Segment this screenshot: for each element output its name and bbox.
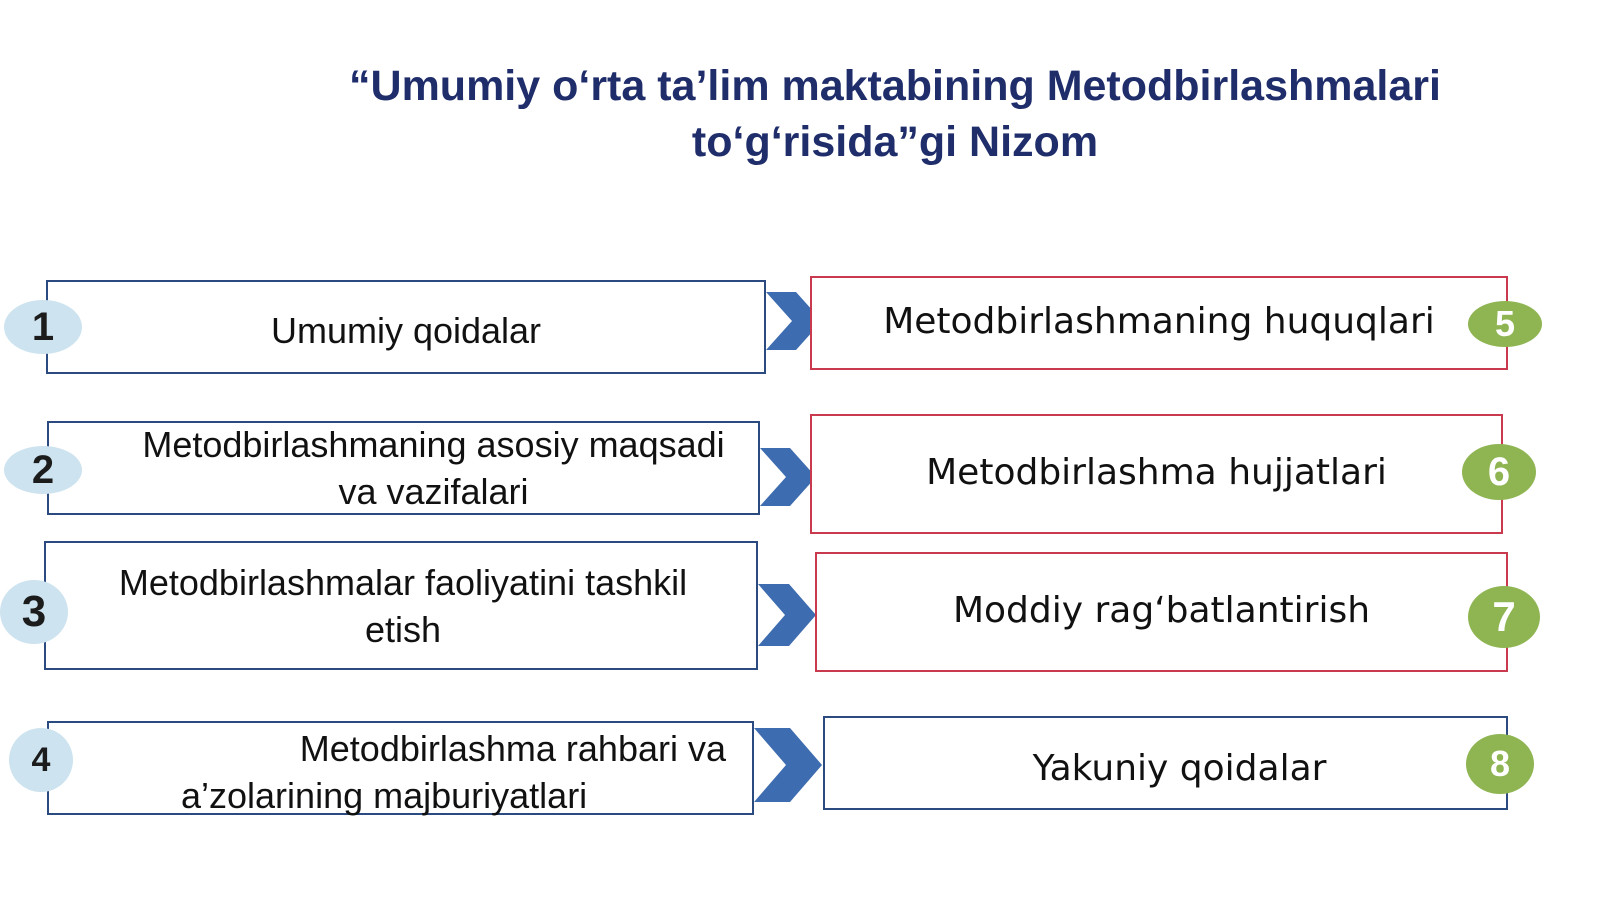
section-label-3-line-1: Metodbirlashmalar faoliyatini tashkil: [118, 561, 688, 603]
section-label-1: Umumiy qoidalar: [270, 309, 542, 351]
section-box-6: [810, 414, 1503, 534]
section-label-3-line-2: etish: [364, 608, 442, 650]
section-label-6: Metodbirlashma hujjatlari: [926, 451, 1387, 493]
section-number-badge-3: 3: [0, 580, 68, 644]
section-label-8: Yakuniy qoidalar: [1032, 747, 1327, 789]
section-number-badge-1: 1: [4, 300, 82, 354]
section-label-4-line-1: Metodbirlashma rahbari va: [299, 728, 726, 769]
section-label-5: Metodbirlashmaning huquqlari: [883, 300, 1435, 342]
section-box-8: [823, 716, 1508, 810]
section-number-badge-8: 8: [1466, 734, 1534, 794]
section-box-3: [44, 541, 758, 670]
section-box-1: [46, 280, 766, 374]
section-label-2-line-2: va vazifalari: [338, 471, 529, 512]
chevron-right-icon: [754, 726, 824, 804]
section-label-7: Moddiy rag‘batlantirish: [952, 589, 1371, 631]
section-label-2-line-1: Metodbirlashmaning asosiy maqsadi: [142, 424, 725, 465]
title-line-2: to‘g‘risida”gi Nizom: [691, 118, 1099, 166]
section-label-4-line-2: a’zolarining majburiyatlari: [181, 775, 588, 816]
section-box-4: [47, 721, 754, 815]
page-title: [280, 58, 1510, 170]
title-line-1: “Umumiy o‘rta ta’lim maktabining Metodbirlashmalari: [349, 62, 1441, 110]
section-number-badge-7: 7: [1468, 586, 1540, 648]
section-box-7: [815, 552, 1508, 672]
section-box-5: [810, 276, 1508, 370]
section-box-2: [47, 421, 760, 515]
section-number-badge-4: 4: [9, 728, 73, 792]
section-number-badge-5: 5: [1468, 301, 1542, 347]
chevron-right-icon: [758, 582, 818, 648]
section-number-badge-2: 2: [4, 446, 82, 494]
section-number-badge-6: 6: [1462, 444, 1536, 500]
